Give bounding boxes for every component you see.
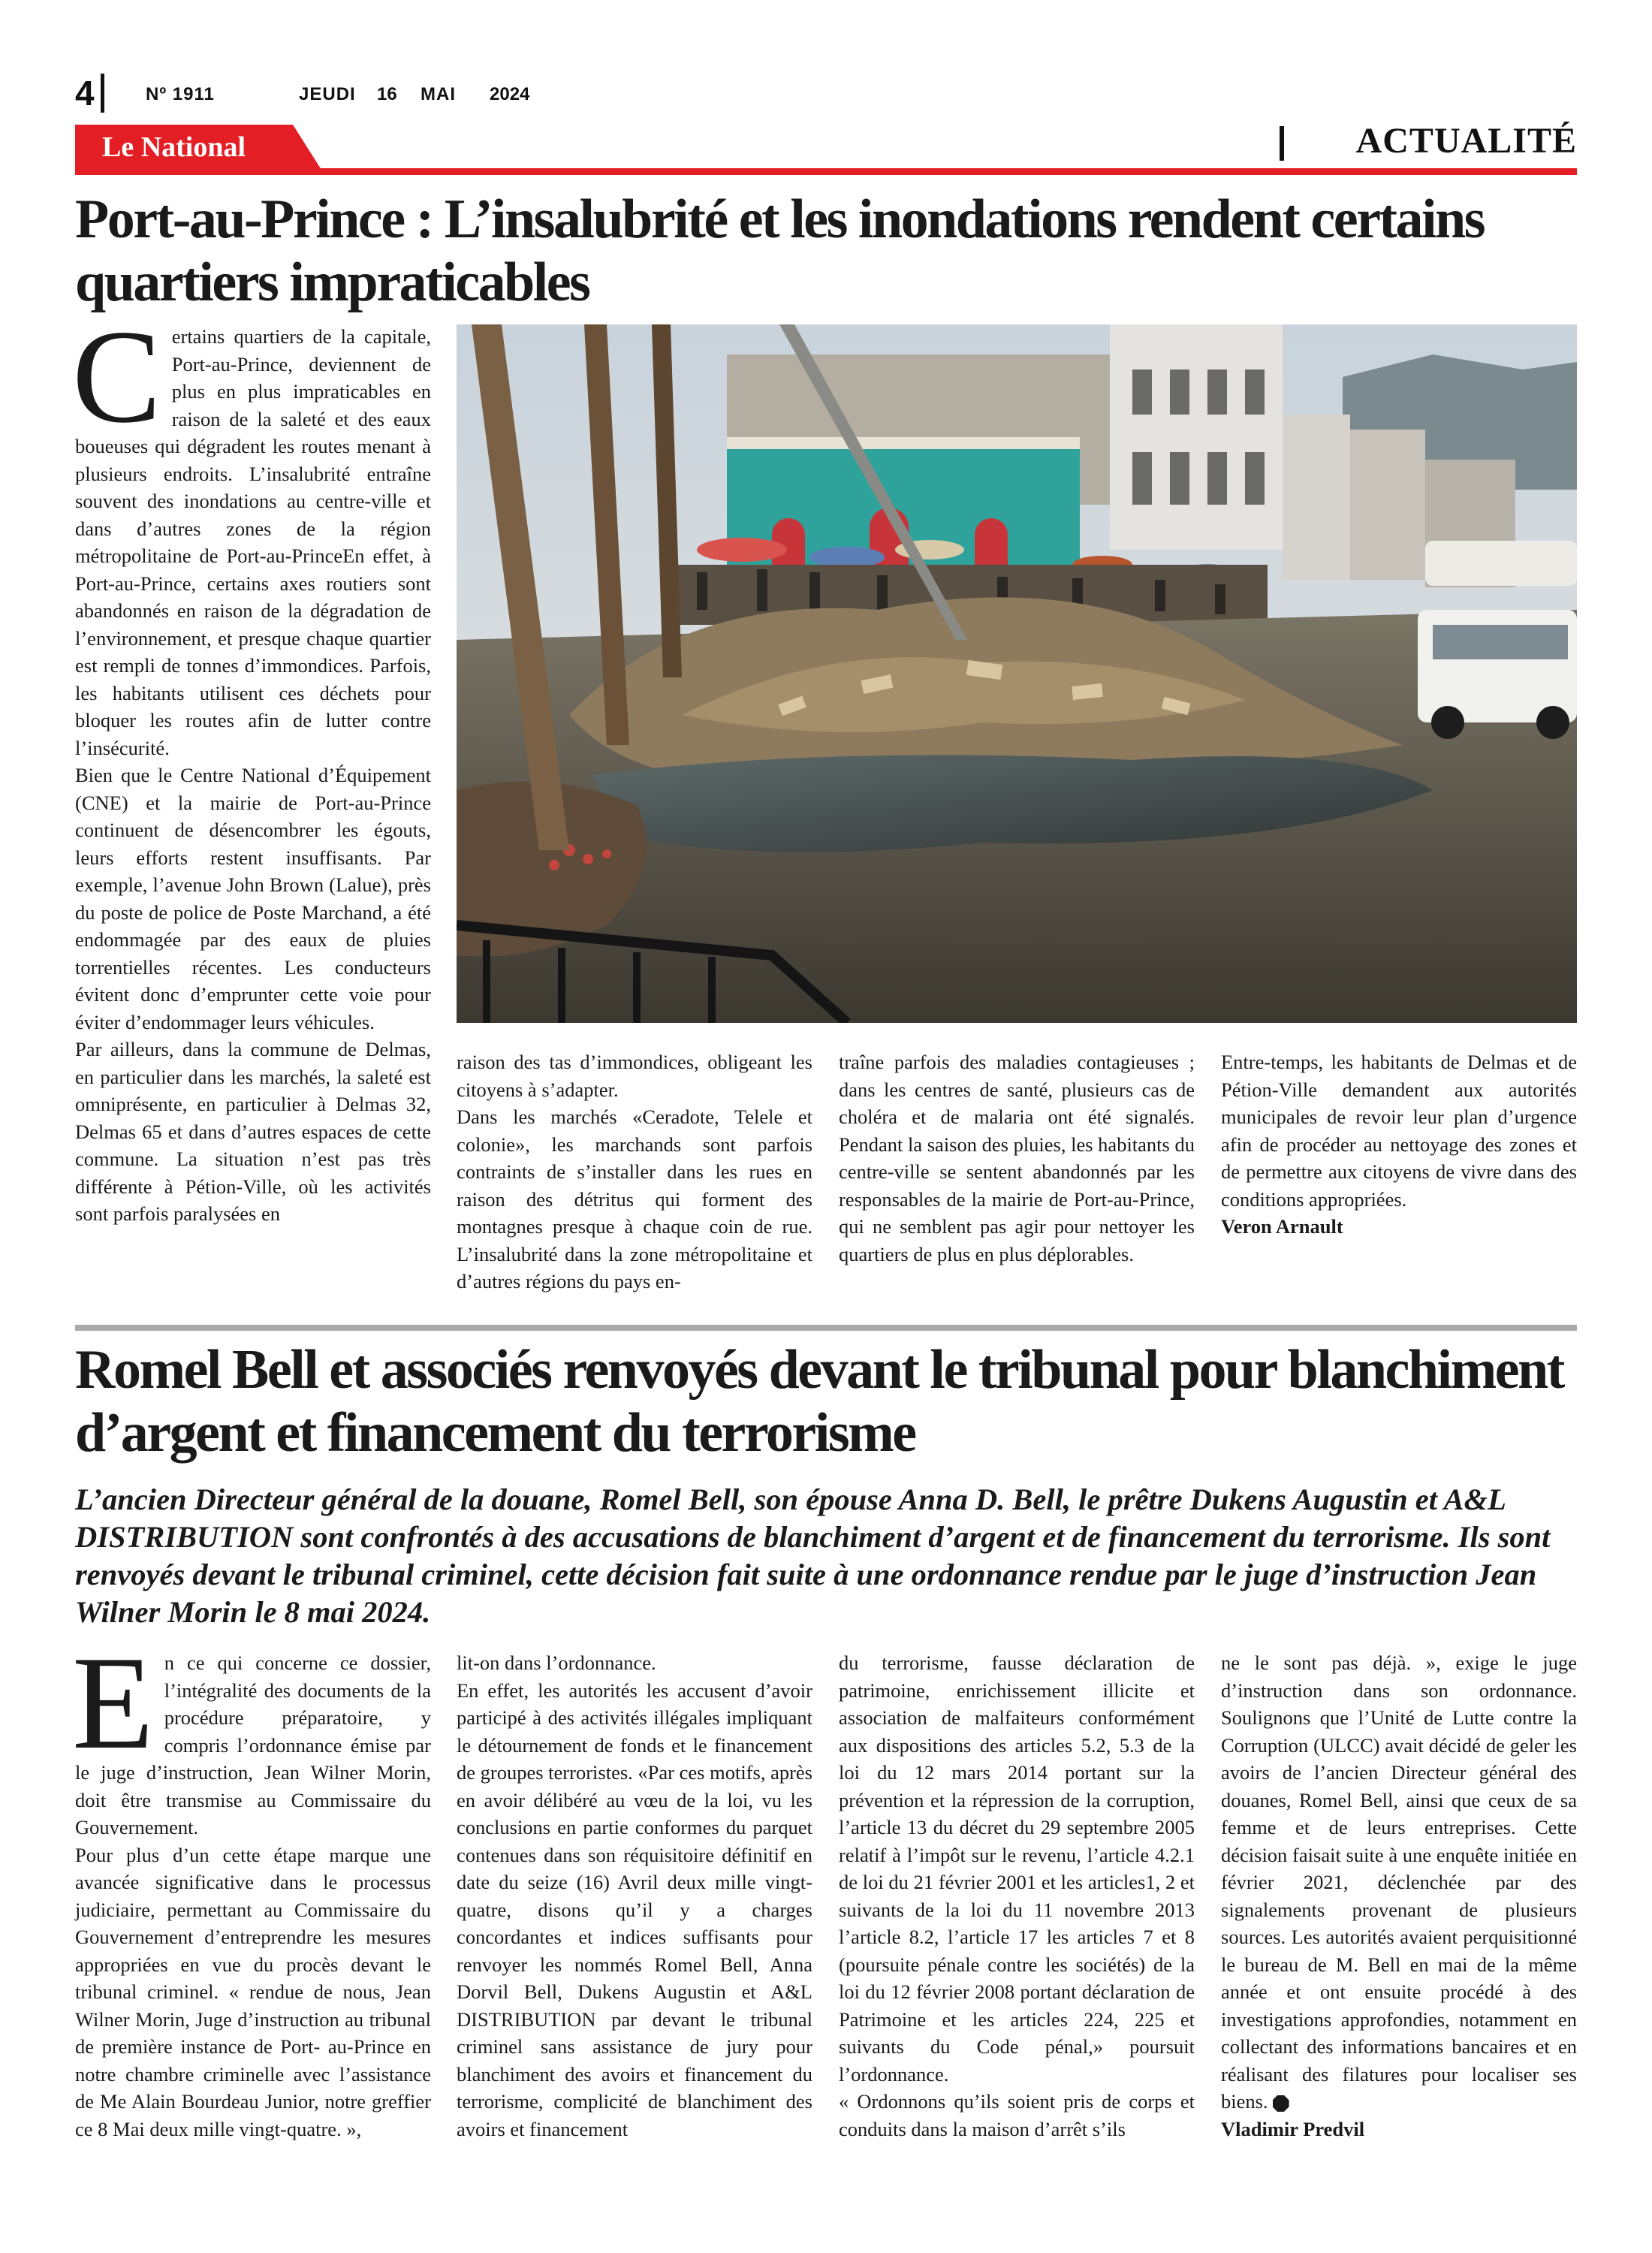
article1-paragraph-4: raison des tas d’immondices, obligeant les citoyens à s’adapter. (457, 1051, 812, 1101)
article1-paragraph-2: Bien que le Centre National d’Équipement (CNE) et la mairie de Port-au-Prince continuent de désencombrer les égouts, leurs efforts restent insuffisants. Par exemple, l’avenue John Brown (Lalue), près du poste de police de Poste Marchand, a été endommagée par des eaux de pluies torrentielles récentes. Les conducteurs évitent donc d’emprunter cette voie pour éviter d’endommager leurs véhicules. (75, 764, 431, 1033)
article2-paragraph-1-text: n ce qui concerne ce dossier, l’intégralité des documents de la procédure préparatoire, y compris l’ordonnance émise par le juge d’instruction, Jean Wilner Morin, doit être transmise au Commissaire du Gouvernement. (75, 1651, 431, 1838)
article2-paragraph-4: En effet, les autorités les accusent d’avoir participé à des activités illégales impliquant le détournement de fonds et le financement de groupes terroristes. «Par ces motifs, après en avoir délibéré au vœu de la loi, vu les conclusions en partie conformes du parquet contenues dans son réquisitoire définitif en date du seize (16) Avril deux mille vingt-quatre, disons qu’il y a charges concordantes et indices suffisants pour renvoyer les nommés Romel Bell, Anna Dorvil Bell, Dukens Augustin et A&L DISTRIBUTION par devant le tribunal criminel sans assistance de jury pour blanchiment des avoirs et financement du terrorisme, complicité de blanchiment des avoirs et financement (457, 1678, 812, 2140)
article2-paragraph-5: du terrorisme, fausse déclaration de patrimoine, enrichissement illicite et association de malfaiteurs conformément aux dispositions des articles 5.2, 5.3 de la loi du 12 mars 2014 portant sur la prévention et la répression de la corruption, l’article 13 du décret du 29 septembre 2005 relatif à l’impôt sur le revenu, l’article 4.2.1 de loi du 21 février 2001 et les articles1, 2 et suivants de la loi du 11 novembre 2013 l’article 8.2, l’article 17 les articles 7 et 8 (poursuite pénale contre les sociétés) de la loi du 12 février 2008 portant déclaration de Patrimoine et les articles 224, 225 et suivants du Code pénal,» poursuit l’ordonnance. (839, 1651, 1195, 2086)
article1-dropcap: C (72, 302, 161, 451)
article2-paragraph-2: Pour plus d’un cette étape marque une avancée significative dans le processus judiciaire, permettant au Commissaire du Gouvernement d’entreprendre les mesures appropriées en vue du procès devant le tribunal criminel. « rendue de nous, Jean Wilner Morin, Juge d’instruction au tribunal de première instance de Port- au-Prince en notre chambre criminelle avec l’assistance de Me Alain Bourdeau Junior, notre greffier ce 8 Mai deux mille vingt-quatre. », (75, 1843, 431, 2140)
article1-paragraph-3: Par ailleurs, dans la commune de Delmas, en particulier dans les marchés, la saleté est omniprésente, en particulier à Delmas 32, Delmas 65 et dans d’autres espaces de cette commune. La situation n’est pas très différente à Pétion-Ville, où les activités sont parfois paralysées en (75, 1038, 431, 1225)
article-divider (75, 1325, 1577, 1331)
article2-paragraph-3: lit-on dans l’ordonnance. (457, 1651, 656, 1674)
date-number: 16 (377, 84, 397, 104)
section-divider (1280, 126, 1284, 161)
article1-paragraph-1-text: ertains quartiers de la capitale, Port-au-Prince, deviennent de plus en plus impraticables en raison de la saleté et des eaux boueuses qui dégradent les routes menant à plusieurs endroits. L’insalubrité entraîne souvent des inondations au centre-ville et dans d’autres zones de la région métropolitaine de Port-au-PrinceEn effet, à Port-au-Prince, certains axes routiers sont abandonnés en raison de la dégradation de l’environnement, et presque chaque quartier est rempli de tonnes d’immondices. Parfois, les habitants utilisent ces déchets pour bloquer les routes afin de lutter contre l’insécurité. (75, 325, 431, 759)
street-garbage-photo (457, 324, 1577, 1023)
article2-paragraph-6: « Ordonnons qu’ils soient pris de corps et conduits dans la maison d’arrêt s’ils (839, 2090, 1195, 2140)
issue-number: Nº 1911 (146, 84, 215, 104)
article2-column-1 (72, 1628, 431, 2143)
article2-column-4 (1221, 1649, 1577, 2143)
article1-paragraph-1 (72, 302, 431, 762)
article1-column-4 (1221, 1048, 1577, 1241)
article1-column-1 (72, 302, 431, 1228)
page-number-divider (101, 74, 104, 113)
article2-byline: Vladimir Predvil (1221, 2117, 1365, 2140)
article1-column-3 (839, 1048, 1195, 1268)
article2-paragraph-1 (72, 1628, 431, 1841)
article1-photo (457, 324, 1577, 1023)
page-number: 4 (75, 74, 95, 113)
article2-headline: Romel Bell et associés renvoyés devant le tribunal pour blanchiment d’argent et financement du terrorisme (75, 1339, 1563, 1464)
date-month: MAI (421, 84, 456, 104)
article1-headline: Port-au-Prince : L’insalubrité et les inondations rendent certains quartiers impraticables (75, 189, 1485, 313)
article2-dropcap: E (72, 1628, 154, 1777)
article1-column-2 (457, 1048, 812, 1295)
article1-paragraph-7: Entre-temps, les habitants de Delmas et de Pétion-Ville demandent aux autorités municipales de revoir leur plan d’urgence afin de procéder au nettoyage des zones et de permettre aux citoyens de vivre dans des conditions appropriées. (1221, 1051, 1577, 1211)
page-header (75, 72, 826, 120)
article1-byline: Veron Arnault (1221, 1215, 1343, 1238)
end-of-article-icon (1273, 2095, 1289, 2112)
article1-paragraph-5: Dans les marchés «Ceradote, Telele et colonie», les marchands sont parfois contraints de s’installer dans les rues en raison des détritus qui forment des montagnes presque à chaque coin de rue. L’insalubrité dans la zone métropolitaine et d’autres régions du pays en- (457, 1105, 812, 1292)
date-day: JEUDI (299, 84, 356, 104)
brand-name: Le National (102, 131, 246, 163)
article2-paragraph-7 (1221, 1649, 1577, 2116)
header-red-rule (75, 168, 1577, 175)
date-year: 2024 (490, 84, 530, 104)
article2-lead: L’ancien Directeur général de la douane, Romel Bell, son épouse Anna D. Bell, le prêtre Dukens Augustin et A&L DISTRIBUTION sont confrontés à des accusations de blanchiment d’argent et de financement du terrorisme. Ils sont renvoyés devant le tribunal criminel, cette décision fait suite à une ordonnance rendue par le juge d’instruction Jean Wilner Morin le 8 mai 2024. (75, 1482, 1551, 1629)
section-label: ACTUALITÉ (1355, 121, 1577, 161)
article1-paragraph-6: traîne parfois des maladies contagieuses ; dans les centres de santé, plusieurs cas de choléra et de malaria ont été signalés. Pendant la saison des pluies, les habitants du centre-ville se sentent abandonnés par les responsables de la mairie de Port-au-Prince, qui ne semblent pas agir pour nettoyer les quartiers de plus en plus déplorables. (839, 1051, 1195, 1265)
brand-tab (75, 125, 321, 170)
article2-column-2 (457, 1649, 812, 2143)
article2-column-3 (839, 1649, 1195, 2143)
article2-paragraph-7-text: ne le sont pas déjà. », exige le juge d’instruction dans son ordonnance. Soulignons que l’Unité de Lutte contre la Corruption (ULCC) avait décidé de geler les avoirs de l’ancien Directeur général des douanes, Romel Bell, ainsi que ceux de sa femme et de leurs entreprises. Cette décision faisait suite à une enquête initiée en février 2021, déclenchée par des signalements provenant de plusieurs sources. Les autorités avaient perquisitionné le bureau de M. Bell en mai de la même année et ont ensuite procédé à des investigations approfondies, notamment en collectant des informations bancaires et en réalisant des filatures pour localiser ses biens. (1221, 1651, 1577, 2113)
